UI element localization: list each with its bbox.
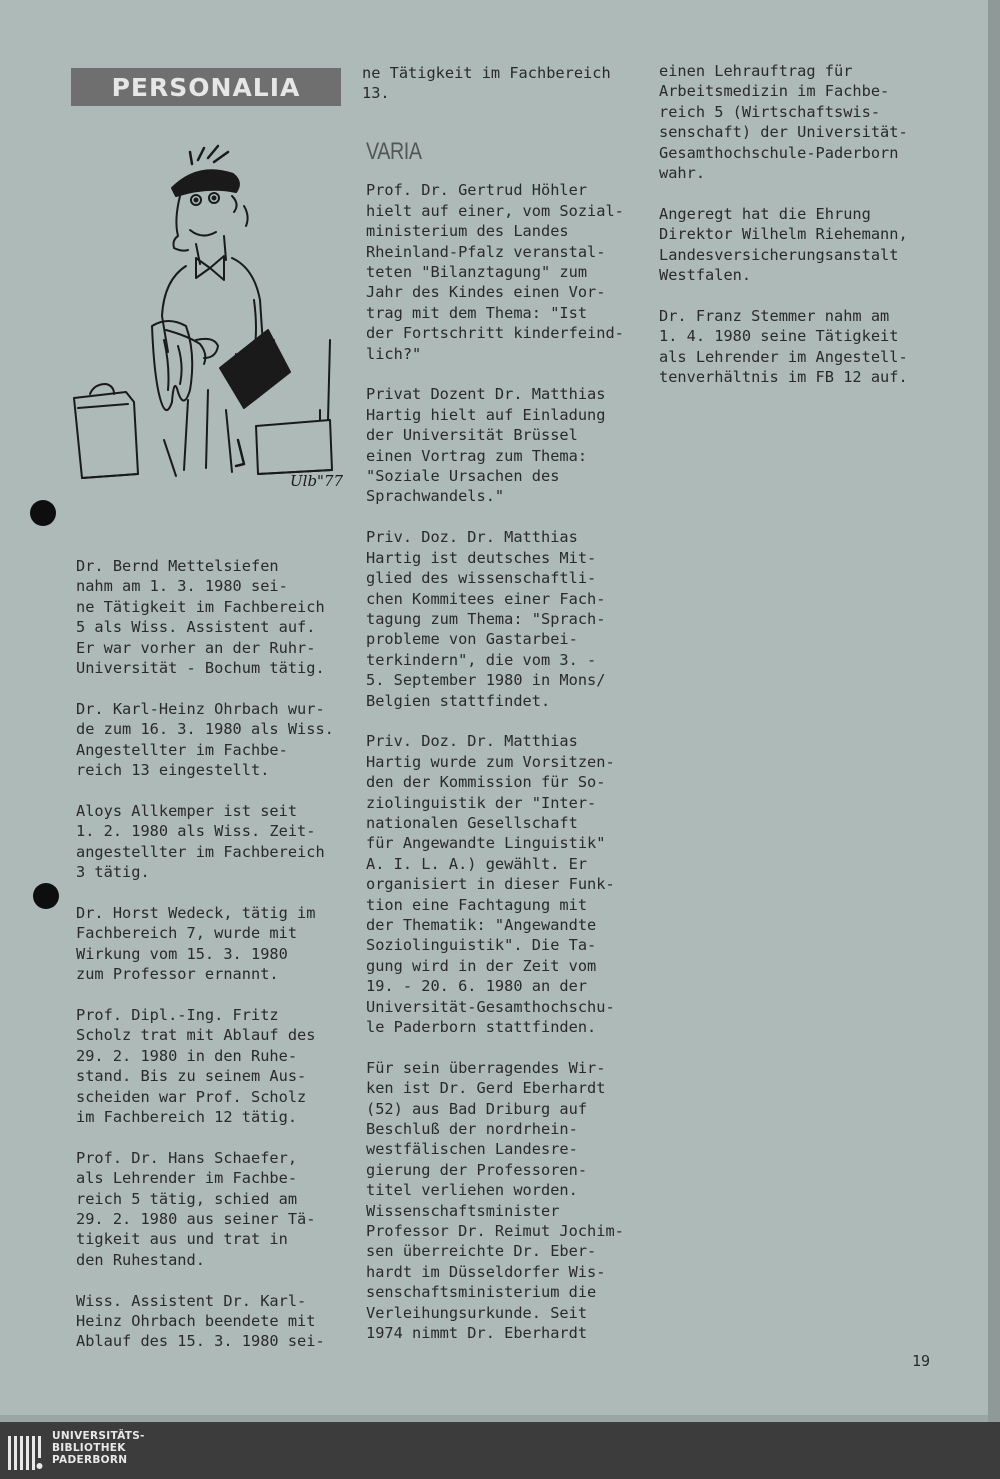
text-line: Er war vorher an der Ruhr-	[76, 638, 316, 657]
text-line: Priv. Doz. Dr. Matthias	[366, 732, 578, 751]
text-line: Verleihungsurkunde. Seit	[366, 1303, 588, 1322]
paragraph	[366, 731, 624, 1037]
paragraph	[76, 801, 334, 883]
page-number: 19	[912, 1352, 931, 1370]
text-line: Ablauf des 15. 3. 1980 sei-	[76, 1332, 325, 1351]
text-line: A. I. L. A.) gewählt. Er	[366, 854, 588, 873]
text-line: senschaft) der Universität-	[659, 123, 908, 142]
logo-line: PADERBORN	[52, 1454, 128, 1466]
text-line: Belgien stattfindet.	[366, 691, 551, 710]
text-line: Arbeitsmedizin im Fachbe-	[659, 82, 890, 101]
text-line: Sprachwandels."	[366, 487, 505, 506]
text-line: einen Vortrag zum Thema:	[366, 446, 588, 465]
text-line: 1. 2. 1980 als Wiss. Zeit-	[76, 822, 316, 841]
paragraph	[366, 180, 624, 364]
text-line: Wirkung vom 15. 3. 1980	[76, 944, 288, 963]
library-logo-text	[52, 1430, 145, 1466]
cartoon-illustration	[68, 140, 353, 490]
text-line: probleme von Gastarbei-	[366, 630, 578, 649]
text-line: reich 5 tätig, schied am	[76, 1189, 298, 1208]
text-line: Prof. Dr. Hans Schaefer,	[76, 1148, 298, 1167]
paragraph	[76, 1148, 334, 1270]
text-line: 3 tätig.	[76, 863, 150, 882]
text-line: Aloys Allkemper ist seit	[76, 801, 298, 820]
logo-line: BIBLIOTHEK	[52, 1442, 126, 1454]
column-3	[659, 61, 908, 408]
text-line: le Paderborn stattfinden.	[366, 1018, 597, 1037]
text-line: Beschluß der nordrhein-	[366, 1120, 578, 1139]
text-line: für Angewandte Linguistik"	[366, 834, 606, 853]
logo-line: UNIVERSITÄTS-	[52, 1430, 145, 1442]
text-line: Dr. Horst Wedeck, tätig im	[76, 903, 316, 922]
text-line: als Lehrender im Angestell-	[659, 347, 908, 366]
column-2-continuation	[362, 63, 611, 124]
column-1	[76, 556, 334, 1372]
text-line: hardt im Düsseldorfer Wis-	[366, 1262, 606, 1281]
text-line: Soziolinguistik". Die Ta-	[366, 936, 597, 955]
text-line: Professor Dr. Reimut Jochim-	[366, 1222, 624, 1241]
text-line: tion eine Fachtagung mit	[366, 895, 588, 914]
text-line: de zum 16. 3. 1980 als Wiss.	[76, 720, 334, 739]
text-line: Angestellter im Fachbe-	[76, 740, 288, 759]
text-line: der Universität Brüssel	[366, 426, 578, 445]
paragraph	[76, 556, 334, 678]
text-line: 13.	[362, 84, 390, 103]
text-line: nationalen Gesellschaft	[366, 813, 578, 832]
paragraph	[76, 699, 334, 781]
text-line: Prof. Dipl.-Ing. Fritz	[76, 1005, 279, 1024]
text-line: trag mit dem Thema: "Ist	[366, 303, 588, 322]
text-line: Jahr des Kindes einen Vor-	[366, 283, 606, 302]
text-line: ministerium des Landes	[366, 222, 569, 241]
library-footer	[0, 1422, 1000, 1479]
text-line: im Fachbereich 12 tätig.	[76, 1107, 298, 1126]
text-line: Dr. Bernd Mettelsiefen	[76, 557, 279, 575]
text-line: Wiss. Assistent Dr. Karl-	[76, 1291, 307, 1310]
text-line: den der Kommission für So-	[366, 773, 606, 792]
text-line: chen Kommitees einer Fach-	[366, 589, 606, 608]
text-line: ne Tätigkeit im Fachbereich	[76, 597, 325, 616]
text-line: senschaftsministerium die	[366, 1283, 597, 1302]
text-line: 1. 4. 1980 seine Tätigkeit	[659, 327, 899, 346]
column-2	[366, 138, 624, 1364]
text-line: als Lehrender im Fachbe-	[76, 1169, 298, 1188]
text-line: lich?"	[366, 344, 422, 363]
text-line: Dr. Franz Stemmer nahm am	[659, 306, 890, 325]
text-line: gung wird in der Zeit vom	[366, 956, 597, 975]
text-line: Hartig wurde zum Vorsitzen-	[366, 752, 615, 771]
text-line: wahr.	[659, 164, 706, 183]
text-line: 29. 2. 1980 aus seiner Tä-	[76, 1209, 316, 1228]
text-line: zum Professor ernannt.	[76, 965, 279, 984]
text-line: Priv. Doz. Dr. Matthias	[366, 528, 578, 547]
text-line: 19. - 20. 6. 1980 an der	[366, 977, 588, 996]
text-line: teten "Bilanztagung" zum	[366, 263, 588, 282]
text-line: Fachbereich 7, wurde mit	[76, 924, 298, 943]
text-line: Für sein überragendes Wir-	[366, 1058, 606, 1077]
text-line: 5 als Wiss. Assistent auf.	[76, 618, 316, 637]
paragraph	[659, 204, 908, 286]
text-line: den Ruhestand.	[76, 1250, 205, 1269]
text-line: Universität-Gesamthochschu-	[366, 997, 615, 1016]
paragraph	[366, 527, 624, 711]
paragraph	[366, 384, 624, 506]
text-line: nahm am 1. 3. 1980 sei-	[76, 577, 288, 596]
text-line: tenverhältnis im FB 12 auf.	[659, 368, 908, 387]
text-line: Prof. Dr. Gertrud Höhler	[366, 181, 588, 200]
text-line: 5. September 1980 in Mons/	[366, 671, 606, 690]
text-line: ken ist Dr. Gerd Eberhardt	[366, 1079, 606, 1098]
paragraph	[76, 1005, 334, 1127]
paragraph	[76, 1291, 334, 1352]
text-line: Dr. Karl-Heinz Ohrbach wur-	[76, 699, 325, 718]
page-bottom-edge	[0, 1415, 988, 1422]
page-edge	[988, 0, 1000, 1422]
text-line: ziolinguistik der "Inter-	[366, 793, 597, 812]
text-line: der Fortschritt kinderfeind-	[366, 324, 624, 343]
text-line: scheiden war Prof. Scholz	[76, 1087, 307, 1106]
paragraph	[362, 63, 611, 104]
text-line: Westfalen.	[659, 266, 752, 285]
text-line: hielt auf einer, vom Sozial-	[366, 201, 624, 220]
text-line: sen überreichte Dr. Eber-	[366, 1242, 597, 1261]
text-line: Angeregt hat die Ehrung	[659, 204, 871, 223]
personalia-banner	[71, 68, 341, 106]
text-line: Hartig hielt auf Einladung	[366, 405, 606, 424]
section-title: PERSONALIA	[111, 72, 301, 102]
text-line: terkindern", die vom 3. -	[366, 650, 597, 669]
text-line: Privat Dozent Dr. Matthias	[366, 385, 606, 404]
punch-hole-top	[30, 500, 56, 526]
text-line: Rheinland-Pfalz veranstal-	[366, 242, 606, 261]
text-line: angestellter im Fachbereich	[76, 842, 325, 861]
text-line: westfälischen Landesre-	[366, 1140, 578, 1159]
text-line: Universität - Bochum tätig.	[76, 659, 325, 678]
text-line: Wissenschaftsminister	[366, 1201, 560, 1220]
text-line: Hartig ist deutsches Mit-	[366, 548, 597, 567]
text-line: Direktor Wilhelm Riehemann,	[659, 225, 908, 244]
text-line: Scholz trat mit Ablauf des	[76, 1026, 316, 1045]
paragraph	[659, 306, 908, 388]
text-line: Heinz Ohrbach beendete mit	[76, 1311, 316, 1330]
text-line: 29. 2. 1980 in den Ruhe-	[76, 1046, 298, 1065]
punch-hole-bottom	[33, 883, 59, 909]
paragraph	[366, 1058, 624, 1344]
paragraph	[76, 903, 334, 985]
text-line: reich 13 eingestellt.	[76, 761, 270, 780]
text-line: einen Lehrauftrag für	[659, 62, 853, 80]
cartoon-signature: Ulb"77	[290, 472, 344, 490]
text-line: tagung zum Thema: "Sprach-	[366, 609, 606, 628]
text-line: stand. Bis zu seinem Aus-	[76, 1067, 307, 1086]
text-line: (52) aus Bad Driburg auf	[366, 1099, 588, 1118]
text-line: 1974 nimmt Dr. Eberhardt	[366, 1324, 588, 1343]
text-line: Landesversicherungsanstalt	[659, 245, 899, 264]
text-line: titel verliehen worden.	[366, 1181, 578, 1200]
library-logo-icon	[6, 1432, 46, 1472]
text-line: ne Tätigkeit im Fachbereich	[362, 64, 611, 82]
paragraph	[659, 61, 908, 183]
text-line: reich 5 (Wirtschaftswis-	[659, 102, 881, 121]
text-line: glied des wissenschaftli-	[366, 569, 597, 588]
text-line: "Soziale Ursachen des	[366, 467, 560, 486]
text-line: tigkeit aus und trat in	[76, 1230, 288, 1249]
text-line: organisiert in dieser Funk-	[366, 875, 615, 894]
text-line: Gesamthochschule-Paderborn	[659, 143, 899, 162]
varia-heading: VARIA	[366, 138, 422, 165]
text-line: der Thematik: "Angewandte	[366, 915, 597, 934]
text-line: gierung der Professoren-	[366, 1160, 588, 1179]
